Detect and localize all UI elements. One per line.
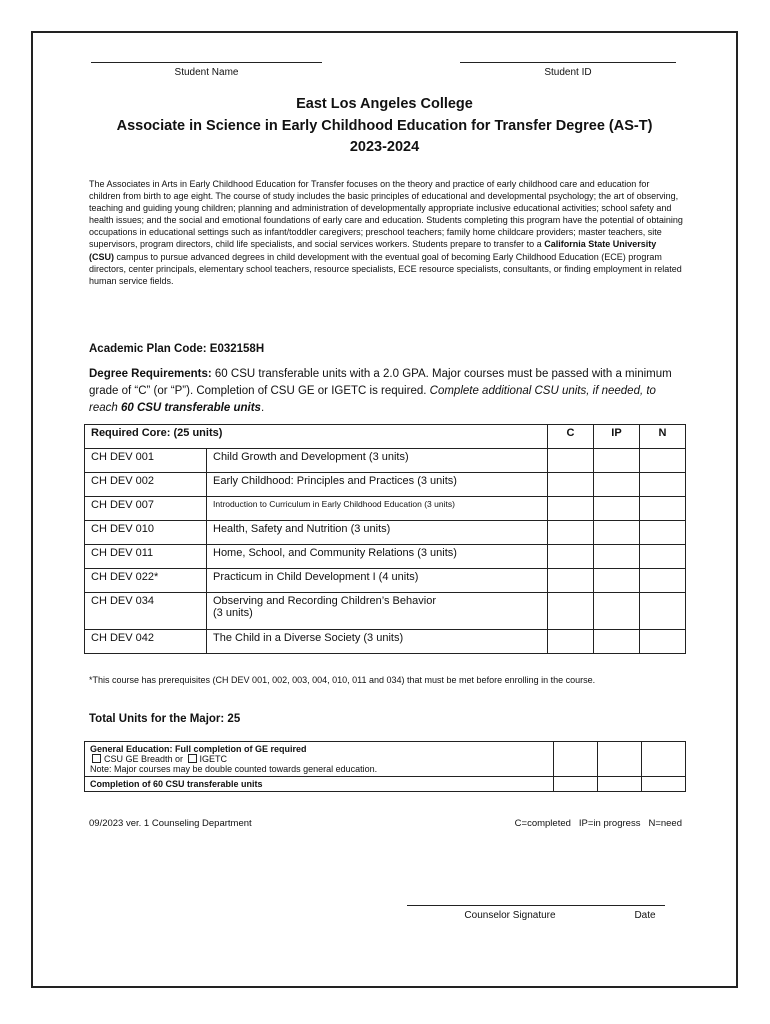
in-progress-cell[interactable] xyxy=(594,593,640,630)
in-progress-cell[interactable] xyxy=(594,449,640,473)
student-id-label: Student ID xyxy=(544,67,592,78)
ge-title: General Education: Full completion of GE required xyxy=(90,744,307,754)
csu-ge-option-label: CSU GE Breadth or xyxy=(104,754,184,764)
course-title: Child Growth and Development (3 units) xyxy=(207,449,548,473)
ge-row xyxy=(85,742,686,777)
academic-year: 2023-2024 xyxy=(349,139,420,155)
student-name-line[interactable] xyxy=(91,62,322,63)
in-progress-cell[interactable] xyxy=(598,742,642,777)
completed-cell[interactable] xyxy=(548,593,594,630)
in-progress-cell[interactable] xyxy=(594,569,640,593)
course-code: CH DEV 011 xyxy=(85,545,207,569)
course-row xyxy=(85,569,686,593)
course-code: CH DEV 001 xyxy=(85,449,207,473)
course-title: Home, School, and Community Relations (3 units) xyxy=(207,545,548,569)
completed-cell[interactable] xyxy=(554,777,598,792)
course-code: CH DEV 022* xyxy=(85,569,207,593)
legend-in-progress: IP=in progress xyxy=(578,818,641,829)
need-cell[interactable] xyxy=(640,473,686,497)
completed-cell[interactable] xyxy=(548,630,594,654)
required-core-table xyxy=(84,424,686,654)
student-name-label: Student Name xyxy=(174,67,239,78)
course-row xyxy=(85,521,686,545)
completion-label: Completion of 60 CSU transferable units xyxy=(85,777,554,792)
course-row xyxy=(85,473,686,497)
col-need-header: N xyxy=(640,425,686,449)
need-cell[interactable] xyxy=(640,569,686,593)
course-row xyxy=(85,449,686,473)
need-cell[interactable] xyxy=(642,777,686,792)
academic-plan-code: Academic Plan Code: E032158H xyxy=(89,343,265,355)
footer-legend xyxy=(507,818,682,829)
degree-requirements-italic-bold: 60 CSU transferable units xyxy=(120,402,261,414)
in-progress-cell[interactable] xyxy=(594,545,640,569)
course-row xyxy=(85,497,686,521)
ge-options xyxy=(90,754,548,764)
ge-requirement-cell xyxy=(85,742,554,777)
description-part-1: The Associates in Arts in Early Childhood Education for Transfer focuses on the theory and practice of early childhood care and education for children from birth to age eight. The course of study includes the basic principles of educational and developmental psychology; the art of observing, teaching and guiding young children; planning and administration of developmentally appropriate inclusive educational activities; school safety and health issues; and the social and emotional foundations of early care and education. Students completing this program have the potential of obtaining occupations in educational settings such as infant/toddler caregivers; preschool teachers; family home childcare providers; master teachers, site supervisors, program directors, child life specialists, and social services workers. Students prepare to transfer to a xyxy=(89,179,683,250)
course-code: CH DEV 034 xyxy=(85,593,207,630)
degree-requirements-italic: Complete additional CSU units, if needed, to reach xyxy=(89,385,656,414)
course-code: CH DEV 010 xyxy=(85,521,207,545)
course-title: The Child in a Diverse Society (3 units) xyxy=(207,630,548,654)
course-title: Introduction to Curriculum in Early Childhood Education (3 units) xyxy=(207,497,548,521)
degree-requirements-end: . xyxy=(260,402,265,414)
description-part-2: campus to pursue advanced degrees in child development with the eventual goal of becoming Early Childhood Education (ECE) program directors, center principals, elementary school teachers, resource specialists, ECE resource specialists, consultants, or finding employment in related human service fields. xyxy=(89,251,682,286)
need-cell[interactable] xyxy=(640,545,686,569)
ge-note: Note: Major courses may be double counted towards general education. xyxy=(90,764,378,774)
col-in-progress-header: IP xyxy=(594,425,640,449)
course-row xyxy=(85,593,686,630)
degree-title: Associate in Science in Early Childhood Education for Transfer Degree (AS-T) xyxy=(116,118,653,134)
completed-cell[interactable] xyxy=(548,449,594,473)
need-cell[interactable] xyxy=(640,449,686,473)
degree-requirements-text: 60 CSU transferable units with a 2.0 GPA. Major courses must be passed with a minimum grade of “C” (or “P”). Completion of CSU GE or IGETC is required. xyxy=(89,368,672,397)
date-label: Date xyxy=(634,910,656,921)
general-education-table xyxy=(84,741,686,792)
course-code: CH DEV 002 xyxy=(85,473,207,497)
course-title: Health, Safety and Nutrition (3 units) xyxy=(207,521,548,545)
completed-cell[interactable] xyxy=(548,497,594,521)
course-row xyxy=(85,630,686,654)
need-cell[interactable] xyxy=(640,521,686,545)
igetc-option-label: IGETC xyxy=(199,754,228,764)
counselor-signature-label: Counselor Signature xyxy=(464,910,556,921)
course-title: Practicum in Child Development I (4 units) xyxy=(207,569,548,593)
prerequisite-footnote: *This course has prerequisites (CH DEV 001, 002, 003, 004, 010, 011 and 034) that must be met before enrolling in the course. xyxy=(89,675,596,685)
course-code: CH DEV 007 xyxy=(85,497,207,521)
core-table-header xyxy=(85,425,686,449)
total-units: Total Units for the Major: 25 xyxy=(89,713,241,725)
footer-version: 09/2023 ver. 1 Counseling Department xyxy=(89,818,252,829)
in-progress-cell[interactable] xyxy=(598,777,642,792)
csu-ge-checkbox[interactable] xyxy=(92,754,101,763)
need-cell[interactable] xyxy=(642,742,686,777)
col-completed-header: C xyxy=(548,425,594,449)
legend-need: N=need xyxy=(648,818,682,829)
completed-cell[interactable] xyxy=(548,521,594,545)
in-progress-cell[interactable] xyxy=(594,521,640,545)
in-progress-cell[interactable] xyxy=(594,497,640,521)
need-cell[interactable] xyxy=(640,593,686,630)
need-cell[interactable] xyxy=(640,630,686,654)
need-cell[interactable] xyxy=(640,497,686,521)
student-id-line[interactable] xyxy=(460,62,676,63)
description-csu-bold: California State University (CSU) xyxy=(89,239,657,262)
course-title xyxy=(207,593,548,630)
completed-cell[interactable] xyxy=(548,473,594,497)
college-name: East Los Angeles College xyxy=(296,96,473,112)
degree-requirements-label: Degree Requirements: xyxy=(89,368,212,380)
completed-cell[interactable] xyxy=(548,569,594,593)
completion-row xyxy=(85,777,686,792)
course-title: Early Childhood: Principles and Practices (3 units) xyxy=(207,473,548,497)
in-progress-cell[interactable] xyxy=(594,473,640,497)
course-title-line-1: Observing and Recording Children’s Behavior xyxy=(213,595,436,607)
completed-cell[interactable] xyxy=(548,545,594,569)
igetc-checkbox[interactable] xyxy=(188,754,197,763)
course-code: CH DEV 042 xyxy=(85,630,207,654)
degree-requirements xyxy=(89,366,685,417)
legend-completed: C=completed xyxy=(514,818,571,829)
counselor-signature-line[interactable] xyxy=(407,905,665,906)
core-table-title: Required Core: (25 units) xyxy=(85,425,548,449)
in-progress-cell[interactable] xyxy=(594,630,640,654)
course-title-line-2: (3 units) xyxy=(213,607,253,619)
course-row xyxy=(85,545,686,569)
completed-cell[interactable] xyxy=(554,742,598,777)
program-description xyxy=(89,178,683,287)
